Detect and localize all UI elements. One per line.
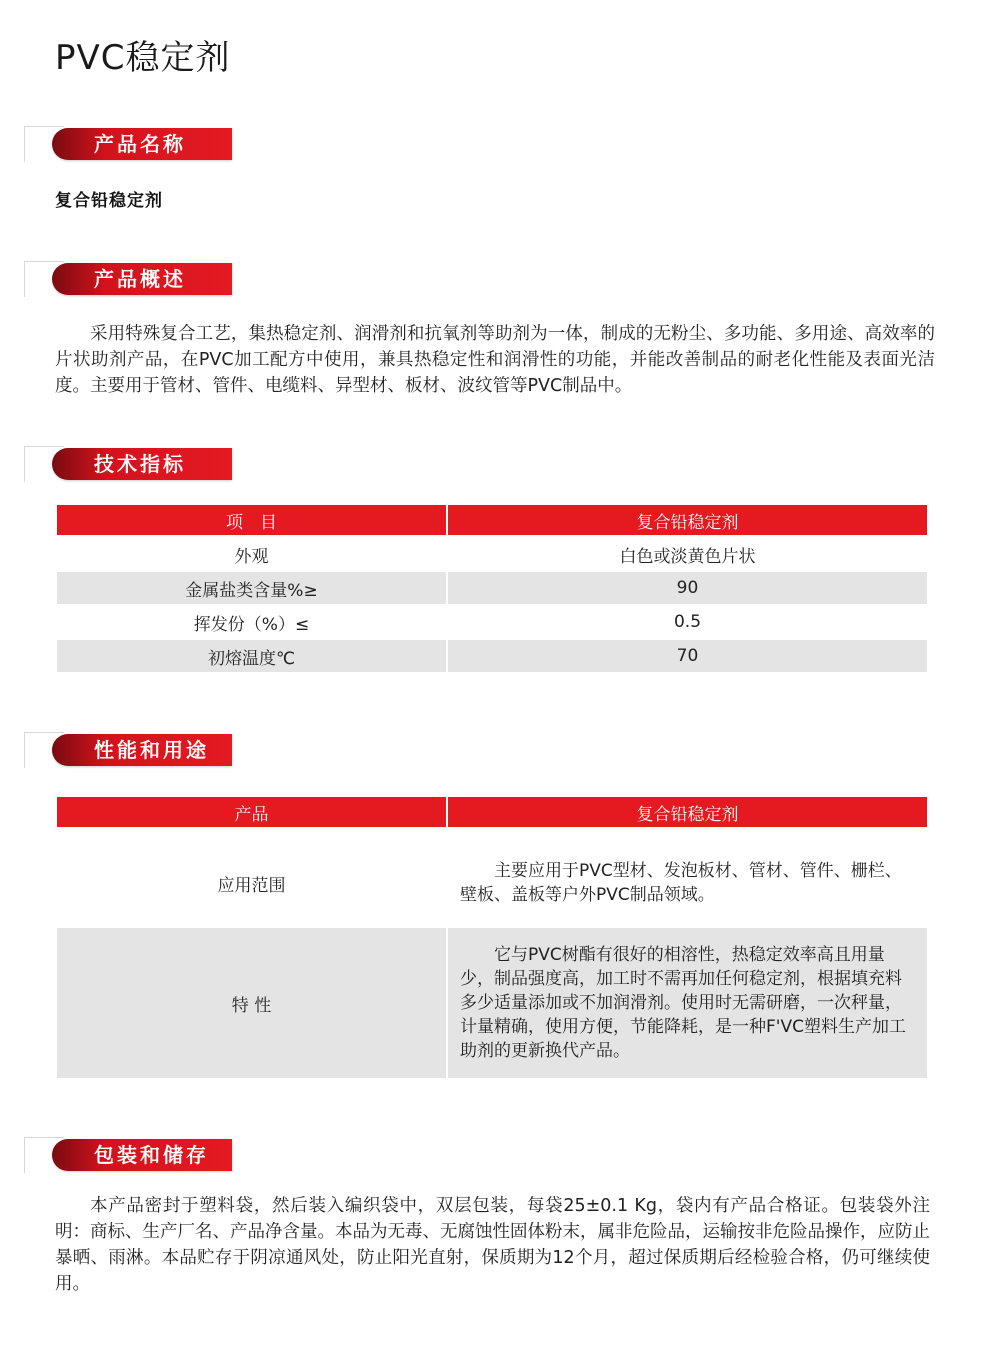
page-title: PVC稳定剂 [55, 38, 231, 78]
table-row [57, 830, 927, 928]
table-row [57, 538, 927, 572]
column-header-item: 项 目 [57, 505, 446, 538]
section-title: 性能和用途 [52, 734, 232, 766]
usage-description: 它与PVC树酯有很好的相溶性，热稳定效率高且用量少，制品强度高，加工时不需再加任何稳定剂，根据填充料多少适量添加或不加润滑剂。使用时无需研磨，一次秤量，计量精确，使用方便，节能降耗，是一种F'VC塑料生产加工助剂的更新换代产品。 [448, 928, 927, 1080]
section-header-overview [24, 261, 236, 297]
section-header-usage [24, 732, 236, 768]
usage-description: 主要应用于PVC型材、发泡板材、管材、管件、栅栏、壁板、盖板等户外PVC制品领域。 [448, 830, 927, 928]
usage-label: 特 性 [57, 928, 446, 1080]
section-header-product-name [24, 126, 236, 162]
table-header-row [57, 505, 927, 538]
header-line [24, 126, 25, 162]
header-line [24, 1137, 25, 1173]
table-row [57, 606, 927, 640]
table-row [57, 640, 927, 674]
column-header-product: 复合铅稳定剂 [448, 505, 927, 538]
spec-value: 0.5 [448, 606, 927, 640]
table-header-row [57, 797, 927, 830]
spec-label: 挥发份（%）≤ [57, 606, 446, 640]
spec-label: 初熔温度℃ [57, 640, 446, 674]
spec-value: 70 [448, 640, 927, 674]
spec-value: 白色或淡黄色片状 [448, 538, 927, 572]
section-title: 产品概述 [52, 263, 232, 295]
section-title: 产品名称 [52, 128, 232, 160]
table-row [57, 928, 927, 1080]
spec-label: 外观 [57, 538, 446, 572]
section-header-packaging [24, 1137, 236, 1173]
product-name-value: 复合铅稳定剂 [55, 191, 163, 211]
section-title: 包装和储存 [52, 1139, 232, 1171]
tech-spec-table [55, 505, 929, 674]
header-line [24, 261, 25, 297]
column-header-stabilizer: 复合铅稳定剂 [448, 797, 927, 830]
column-header-product: 产品 [57, 797, 446, 830]
usage-label: 应用范围 [57, 830, 446, 928]
header-line [24, 1137, 64, 1138]
overview-text: 采用特殊复合工艺，集热稳定剂、润滑剂和抗氧剂等助剂为一体，制成的无粉尘、多功能、多用途、高效率的片状助剂产品，在PVC加工配方中使用，兼具热稳定性和润滑性的功能，并能改善制品的耐老化性能及表面光洁度。主要用于管材、管件、电缆料、异型材、板材、波纹管等PVC制品中。 [55, 324, 935, 396]
table-row [57, 572, 927, 606]
spec-value: 90 [448, 572, 927, 606]
header-line [24, 732, 25, 768]
header-line [24, 446, 25, 482]
header-line [24, 126, 64, 127]
spec-label: 金属盐类含量%≥ [57, 572, 446, 606]
header-line [24, 261, 64, 262]
usage-table [55, 797, 929, 1080]
packaging-text: 本产品密封于塑料袋，然后装入编织袋中，双层包装，每袋25±0.1 Kg，袋内有产品合格证。包装袋外注明：商标、生产厂名、产品净含量。本品为无毒、无腐蚀性固体粉末，属非危险品，运输按非危险品操作，应防止暴晒、雨淋。本品贮存于阴凉通风处，防止阳光直射，保质期为12个月，超过保质期后经检验合格，仍可继续使用。 [55, 1196, 930, 1294]
section-title: 技术指标 [52, 448, 232, 480]
section-header-tech-specs [24, 446, 236, 482]
header-line [24, 446, 64, 447]
header-line [24, 732, 64, 733]
